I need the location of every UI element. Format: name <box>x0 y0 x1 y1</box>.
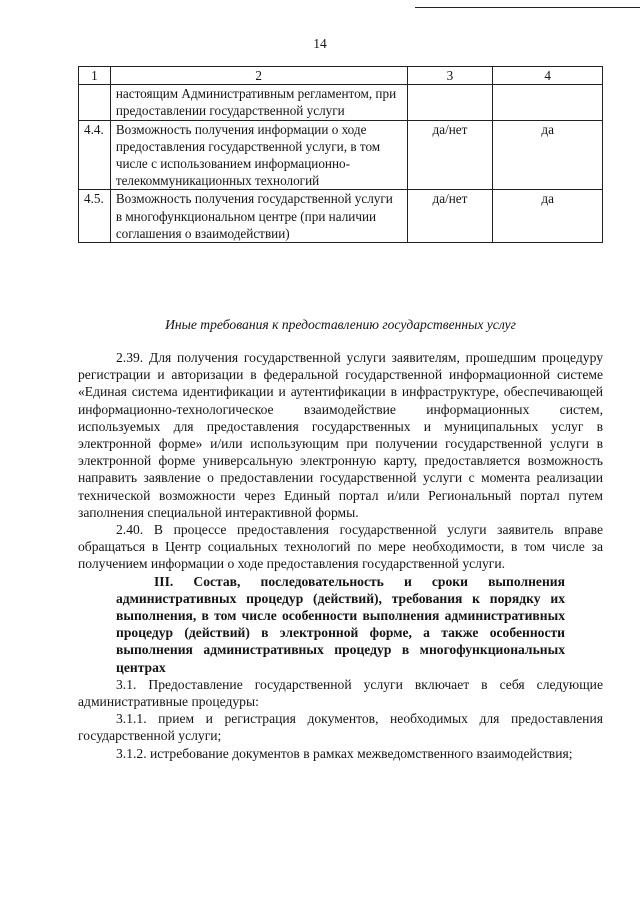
row-text: Возможность получения информации о ходе предоставления государственной услуги, в том числе с использованием информационно-телекоммуникационных технологий <box>110 120 407 190</box>
row-norm <box>493 85 603 120</box>
top-border-line <box>415 0 640 8</box>
table-row <box>79 190 603 243</box>
paragraph-2-40: 2.40. В процессе предоставления государственной услуги заявитель вправе обращаться в Центр социальных технологий по мере необходимости, в том числе за получением информации о ходе предоставления государственной услуги. <box>78 522 603 572</box>
row-value: да/нет <box>407 120 493 190</box>
section-heading: III. Состав, последовательность и сроки выполнения административных процедур (действий), требования к порядку их выполнения, в том числе особенности выполнения административных процедур (действий) в электронной форме, а также особенности выполнения административных процедур в многофункциональных центрах <box>116 573 565 675</box>
row-value <box>407 85 493 120</box>
row-number <box>79 85 111 120</box>
paragraph-3-1-1: 3.1.1. прием и регистрация документов, необходимых для предоставления государственной услуги; <box>78 711 603 744</box>
row-text: настоящим Административным регламентом, при предоставлении государственной услуги <box>110 85 407 120</box>
table-row <box>79 120 603 190</box>
table-header-cell: 3 <box>407 67 493 85</box>
table-header-cell: 4 <box>493 67 603 85</box>
table-header-cell: 1 <box>79 67 111 85</box>
paragraph-3-1-2: 3.1.2. истребование документов в рамках межведомственного взаимодействия; <box>116 745 573 761</box>
row-value: да/нет <box>407 190 493 243</box>
subsection-title: Иные требования к предоставлению государственных услуг <box>165 317 516 332</box>
row-number: 4.4. <box>79 120 111 190</box>
row-norm: да <box>493 120 603 190</box>
table-header-cell: 2 <box>110 67 407 85</box>
page-number: 14 <box>313 36 327 51</box>
table-header-row <box>79 67 603 85</box>
table-row <box>79 85 603 120</box>
document-body <box>78 349 603 762</box>
row-number: 4.5. <box>79 190 111 243</box>
requirements-table <box>78 66 603 243</box>
paragraph-2-39: 2.39. Для получения государственной услуги заявителям, прошедшим процедуру регистрации и авторизации в федеральной государственной информационной системе «Единая система идентификации и аутентификации в инфраструктуре, обеспечивающей информационно-технологическое взаимодействие информационных систем, используемых для предоставления государственных и муниципальных услуг в электронной форме» и/или использующим при получении государственной услуги в электронной форме универсальную электронную карту, предоставляется возможность направить заявление о предоставлении государственной услуги с момента реализации технической возможности через Единый портал и/или Региональный портал путем заполнения специальной интерактивной формы. <box>78 350 603 520</box>
row-text: Возможность получения государственной услуги в многофункциональном центре (при наличии соглашения о взаимодействии) <box>110 190 407 243</box>
paragraph-3-1: 3.1. Предоставление государственной услуги включает в себя следующие административные процедуры: <box>78 676 603 710</box>
row-norm: да <box>493 190 603 243</box>
